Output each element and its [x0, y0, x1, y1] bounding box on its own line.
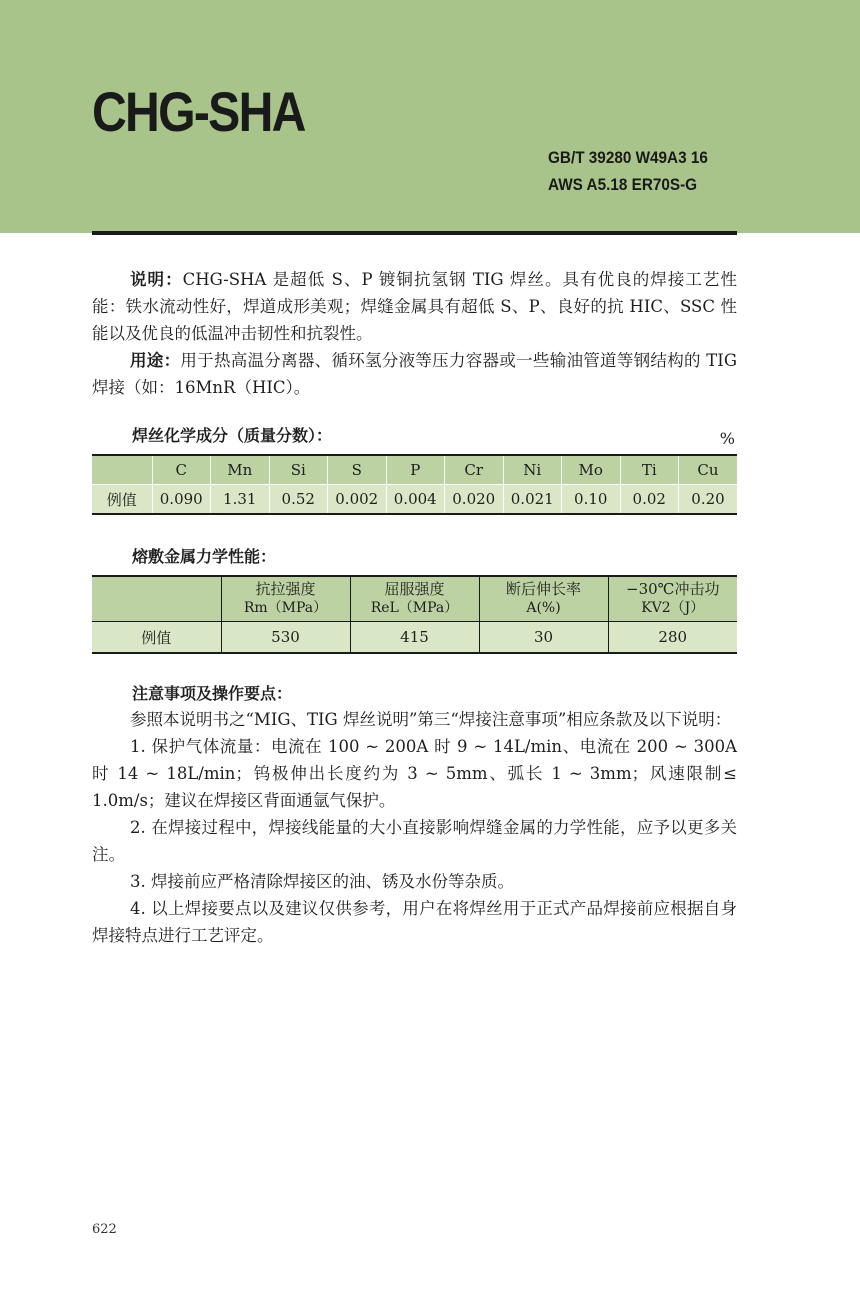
chemistry-cell: 0.20 — [679, 485, 738, 515]
standards-block — [548, 144, 708, 198]
mechanical-header-cell — [608, 576, 737, 622]
chemistry-header-cell: Mn — [211, 455, 270, 485]
mechanical-header-sub: Rm（MPa） — [243, 600, 328, 616]
notes-section — [92, 682, 737, 949]
mechanical-title: 熔敷金属力学性能： — [132, 547, 277, 566]
description-text: CHG-SHA 是超低 S、P 镀铜抗氢钢 TIG 焊丝。具有优良的焊接工艺性能：铁水流动性好，焊道成形美观；焊缝金属具有超低 S、P、良好的抗 HIC、SSC 性能以及优良的低温冲击韧性和抗裂性。 — [92, 270, 737, 343]
mechanical-header-sub: ReL（MPa） — [370, 600, 459, 616]
notes-item: 1. 保护气体流量：电流在 100 ~ 200A 时 9 ~ 14L/min、电流在 200 ~ 300A 时 14 ~ 18L/min；钨极伸出长度约为 3 ~ 5mm、弧长 1 ~ 3mm；风速限制≤ 1.0m/s；建议在焊接区背面通氩气保护。 — [92, 737, 737, 810]
mechanical-header-main: −30℃冲击功 — [626, 580, 720, 598]
notes-title: 注意事项及操作要点： — [132, 684, 293, 703]
chemistry-header-cell — [92, 455, 152, 485]
chemistry-row-label: 例值 — [92, 485, 152, 515]
mechanical-title-row — [92, 545, 737, 569]
chemistry-header-row — [92, 455, 737, 485]
mechanical-cell: 530 — [221, 622, 350, 654]
chemistry-header-cell: Ni — [503, 455, 562, 485]
chemistry-header-cell: Cr — [445, 455, 504, 485]
chemistry-header-cell: C — [152, 455, 211, 485]
chemistry-header-cell: S — [328, 455, 387, 485]
usage-label: 用途： — [130, 351, 181, 370]
standard-aws: AWS A5.18 ER70S-G — [548, 175, 698, 194]
chemistry-value-row — [92, 485, 737, 515]
mechanical-cell: 30 — [479, 622, 608, 654]
mechanical-header-cell — [221, 576, 350, 622]
chemistry-cell: 0.002 — [328, 485, 387, 515]
mechanical-header-cell — [479, 576, 608, 622]
notes-item: 4. 以上焊接要点以及建议仅供参考，用户在将焊丝用于正式产品焊接前应根据自身焊接特点进行工艺评定。 — [92, 899, 737, 945]
chemistry-header-cell: Ti — [620, 455, 679, 485]
product-title: CHG-SHA — [92, 80, 305, 143]
chemistry-cell: 1.31 — [211, 485, 270, 515]
notes-intro: 参照本说明书之“MIG、TIG 焊丝说明”第三“焊接注意事项”相应条款及以下说明： — [130, 710, 732, 729]
mechanical-header-main: 屈服强度 — [384, 580, 445, 598]
header-rule — [92, 231, 737, 235]
mechanical-header-sub: A(%) — [526, 600, 561, 616]
chemistry-cell: 0.021 — [503, 485, 562, 515]
usage-text: 用于热高温分离器、循环氢分液等压力容器或一些输油管道等钢结构的 TIG 焊接（如：16MnR（HIC）。 — [92, 351, 738, 397]
content — [92, 266, 737, 949]
chemistry-header-cell: Mo — [562, 455, 621, 485]
mechanical-table — [92, 575, 737, 654]
mechanical-header-main: 抗拉强度 — [255, 580, 316, 598]
chemistry-header-cell: Cu — [679, 455, 738, 485]
usage-paragraph — [92, 347, 737, 401]
chemistry-unit: % — [719, 429, 735, 448]
mechanical-header-main: 断后伸长率 — [505, 580, 581, 598]
chemistry-cell: 0.020 — [445, 485, 504, 515]
chemistry-title: 焊丝化学成分（质量分数）： — [132, 426, 333, 445]
chemistry-cell: 0.10 — [562, 485, 621, 515]
chemistry-title-row — [92, 424, 737, 448]
chemistry-header-cell: Si — [269, 455, 328, 485]
chemistry-cell: 0.52 — [269, 485, 328, 515]
mechanical-header-sub: KV2（J） — [641, 600, 705, 616]
notes-item: 2. 在焊接过程中，焊接线能量的大小直接影响焊缝金属的力学性能，应予以更多关注。 — [92, 818, 737, 864]
standard-gb: GB/T 39280 W49A3 16 — [548, 148, 708, 167]
mechanical-header-cell — [92, 576, 221, 622]
chemistry-cell: 0.004 — [386, 485, 445, 515]
description-paragraph — [92, 266, 737, 347]
notes-item: 3. 焊接前应严格清除焊接区的油、锈及水份等杂质。 — [130, 872, 514, 891]
chemistry-cell: 0.02 — [620, 485, 679, 515]
mechanical-value-row — [92, 622, 737, 654]
chemistry-header-cell: P — [386, 455, 445, 485]
mechanical-header-cell — [350, 576, 479, 622]
mechanical-header-row — [92, 576, 737, 622]
mechanical-cell: 280 — [608, 622, 737, 654]
chemistry-table — [92, 454, 737, 515]
description-label: 说明： — [130, 270, 183, 289]
mechanical-cell: 415 — [350, 622, 479, 654]
chemistry-cell: 0.090 — [152, 485, 211, 515]
page-number: 622 — [92, 1222, 117, 1237]
mechanical-row-label: 例值 — [92, 622, 221, 654]
